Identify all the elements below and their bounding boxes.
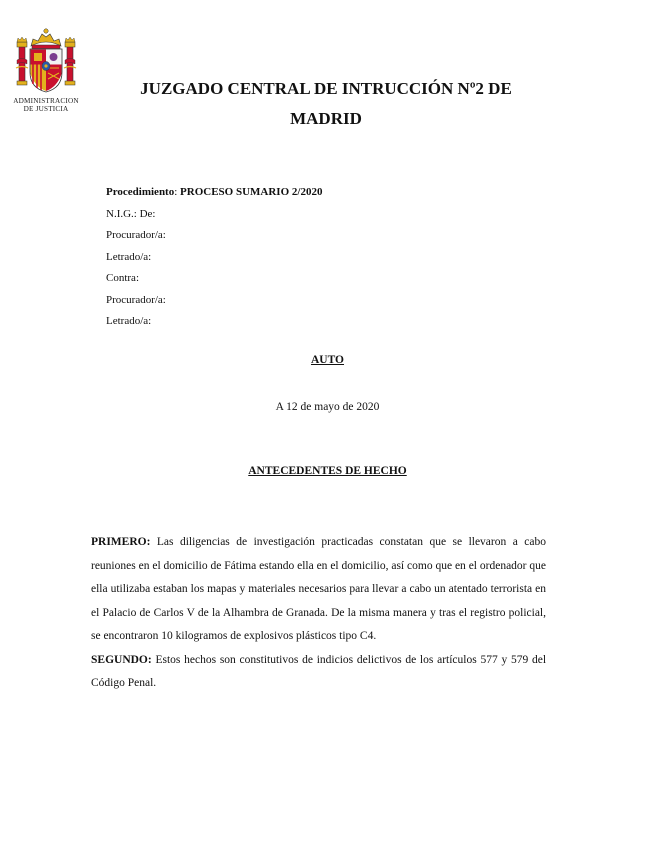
paragraph-primero xyxy=(91,531,546,649)
field-letrado: Letrado/a: xyxy=(106,250,152,263)
court-title-line2: MADRID xyxy=(290,109,362,128)
paragraph-segundo-text: Estos hechos son constitutivos de indicios delictivos de los artículos 577 y 579 del Código Penal. xyxy=(91,653,547,689)
field-nig: N.I.G.: De: xyxy=(106,207,156,220)
field-contra: Contra: xyxy=(106,272,139,284)
field-procurador: Procurador/a: xyxy=(106,229,166,241)
procedure-block xyxy=(106,182,322,333)
paragraph-primero-text: Las diligencias de investigación practicadas constatan que se llevaron a cabo reuniones en el domicilio de Fátima estando ella en el domicilio, así como que en el ordenador que ella utilizaba estaban los mapas y materiales necesarios para llevar a cabo un atentado terrorista en el Palacio de Carlos V de la Alhambra de Granada. De la misma manera y tras el registro policial, se encontraron 10 kilogramos de explosivos plásticos tipo C4. xyxy=(91,536,546,642)
field-contra-letrado: Letrado/a: xyxy=(106,315,152,327)
coat-of-arms-icon xyxy=(14,24,78,96)
procedure-row: Procedimiento: PROCESO SUMARIO 2/2020 xyxy=(106,186,323,198)
emblem-caption-line1: ADMINISTRACION xyxy=(13,97,79,105)
procedure-value: PROCESO SUMARIO 2/2020 xyxy=(180,186,323,198)
emblem-caption xyxy=(13,97,79,113)
procedure-label: Procedimiento xyxy=(106,186,175,198)
paragraph-segundo xyxy=(91,649,546,696)
paragraph-primero-label: PRIMERO: xyxy=(91,536,151,548)
auto-date: A 12 de mayo de 2020 xyxy=(275,401,380,413)
antecedentes-heading: ANTECEDENTES DE HECHO xyxy=(248,465,407,477)
court-title-line1: JUZGADO CENTRAL DE INTRUCCIÓN Nº2 DE xyxy=(140,79,512,98)
field-contra-procurador: Procurador/a: xyxy=(106,293,166,306)
coat-of-arms xyxy=(8,24,84,113)
antecedentes-body xyxy=(91,531,546,696)
emblem-caption-line2: DE JUSTICIA xyxy=(23,105,69,113)
court-title xyxy=(120,74,532,134)
auto-heading: AUTO xyxy=(310,354,345,366)
paragraph-segundo-label: SEGUNDO: xyxy=(91,653,152,666)
